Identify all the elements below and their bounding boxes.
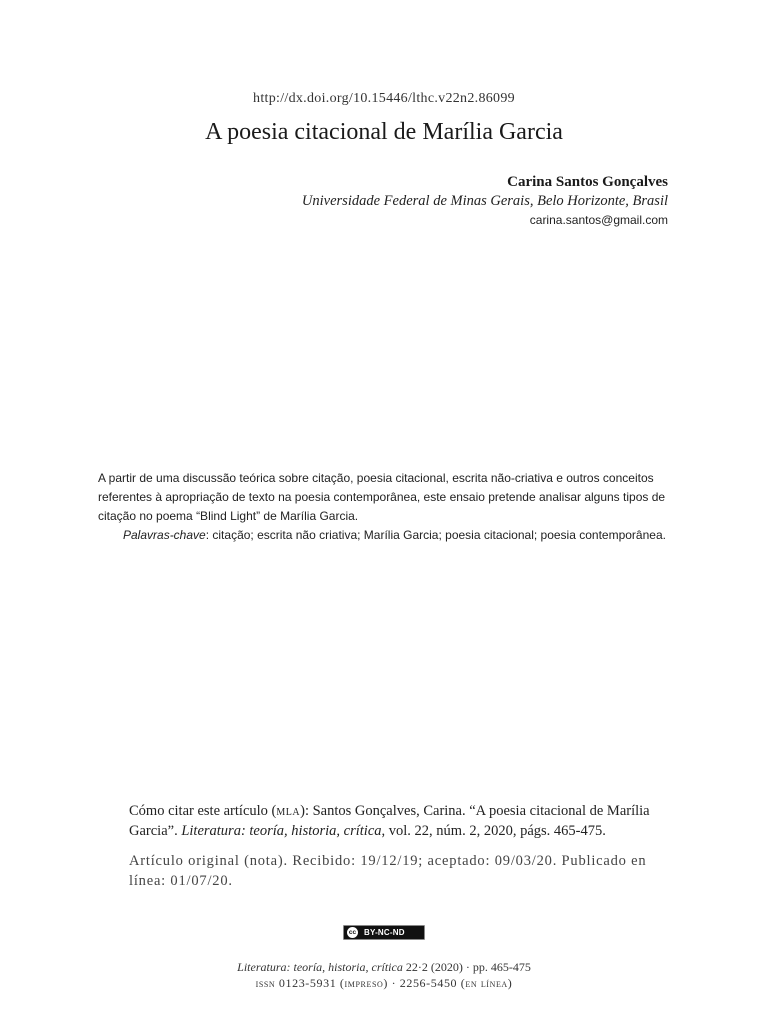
keywords-separator: : [205,528,213,542]
footer-journal-line [0,960,768,975]
creative-commons-icon: cc [348,929,357,936]
keywords [98,526,672,545]
article-dates: Artículo original (nota). Recibido: 19/12/19; aceptado: 09/03/20. Publicado en línea: 01/07/20. [129,853,647,889]
citation-style: mla [276,803,301,819]
citation-block [129,801,674,841]
article-title: A poesia citacional de Marília Garcia [205,119,563,145]
footer-issue-pages: 22·2 (2020) · pp. 465-475 [402,960,531,974]
license-label: BY-NC-ND [364,928,405,937]
cc-license-badge[interactable] [343,925,425,940]
footer-issn: issn 0123-5931 (impreso) · 2256-5450 (en línea) [255,976,513,990]
keywords-list: citação; escrita não criativa; Marília Garcia; poesia citacional; poesia contemporânea. [212,528,666,542]
author-affiliation: Universidade Federal de Minas Gerais, Belo Horizonte, Brasil [301,193,668,209]
citation-intro: Cómo citar este artículo ( [129,803,277,819]
citation-reference: ): Santos Gonçalves, Carina. “A poesia citacional de Marília Garcia”. [129,803,650,839]
author-email[interactable]: carina.santos@gmail.com [529,213,668,227]
footer-journal: Literatura: teoría, historia, crítica [237,960,403,974]
keywords-label: Palavras-chave [123,528,206,542]
citation-details: , vol. 22, núm. 2, 2020, págs. 465-475. [381,823,606,839]
author-name: Carina Santos Gonçalves [507,174,668,190]
abstract-text: A partir de uma discussão teórica sobre citação, poesia citacional, escrita não-criativa e outros conceitos referentes à apropriação de texto na poesia contemporânea, este ensaio pretende analisar alguns tipos de citação no poema “Blind Light” de Marília Garcia. [98,471,666,523]
doi-link[interactable]: http://dx.doi.org/10.15446/lthc.v22n2.86099 [253,91,515,106]
citation-journal: Literatura: teoría, historia, crítica [181,823,382,839]
